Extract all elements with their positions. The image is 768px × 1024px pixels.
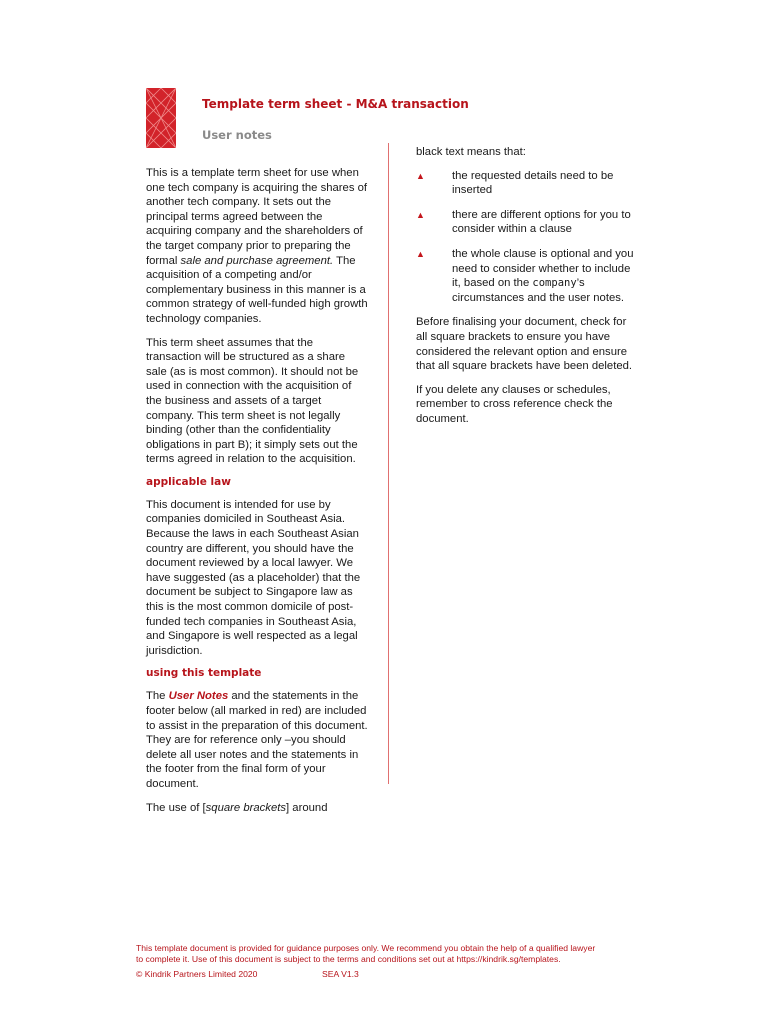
red-diamond-pattern-icon (146, 88, 176, 148)
intro-paragraph: This term sheet assumes that the transaction will be structured as a share sale (as is most common). It should not be used in connection with the acquisition of the business and assets of a target company. This term sheet is not legally binding (other than the confidentiality obligations in part B); it simply sets out the terms agreed in relation to the acquisition. (146, 336, 359, 466)
red-triangle-bullet-icon: ▲ (416, 248, 425, 259)
list-item (416, 169, 638, 198)
footer-copyright: © Kindrik Partners Limited 2020 (136, 969, 258, 979)
using-template-paragraph: The User Notes and the statements in the footer below (all marked in red) are included to assist in the preparation of this document. They are for reference only –you should delete all user notes and the statements in the footer from the final form of your document. (146, 690, 368, 790)
bullet-text: there are different options for you to consider within a clause (452, 208, 631, 236)
page-title: Template term sheet - M&A transaction (202, 97, 469, 111)
footer-disclaimer (136, 943, 656, 964)
list-item (416, 208, 638, 237)
footer-disclaimer-line: This template document is provided for guidance purposes only. We recommend you obtain the help of a qualified lawyer (136, 943, 596, 953)
right-column (416, 145, 638, 436)
column-divider (388, 143, 389, 784)
bullet-text: the requested details need to be inserted (452, 169, 614, 197)
cross-reference-paragraph: If you delete any clauses or schedules, remember to cross reference check the document. (416, 383, 613, 425)
bullet-text: the whole clause is optional and you need to consider whether to include it, based on the company’s circumstances and the user notes. (452, 247, 634, 304)
footer-version: SEA V1.3 (322, 969, 359, 979)
bullets-lead: black text means that: (416, 146, 526, 158)
footer-disclaimer-line: to complete it. Use of this document is subject to the terms and conditions set out at https://kindrik.sg/templates. (136, 953, 561, 964)
red-triangle-bullet-icon: ▲ (416, 170, 425, 181)
finalising-paragraph: Before finalising your document, check for all square brackets to ensure you have considered the relevant option and ensure that all square brackets have been deleted. (416, 316, 633, 373)
section-heading-using-template: using this template (146, 667, 262, 680)
section-subtitle: User notes (202, 128, 272, 142)
red-triangle-bullet-icon: ▲ (416, 209, 425, 220)
intro-paragraph: This is a template term sheet for use when one tech company is acquiring the shares of another tech company. It sets out the principal terms agreed between the acquiring company and the shareholders of the target company prior to preparing the formal sale and purchase agreement. The acquisition of a competing and/or complementary business in this manner is a common strategy of well-funded high growth technology companies. (146, 167, 368, 325)
left-column (146, 166, 368, 824)
using-template-paragraph: The use of [square brackets] around (146, 801, 328, 814)
list-item (416, 247, 638, 305)
bullet-list (416, 169, 638, 306)
applicable-law-paragraph: This document is intended for use by companies domiciled in Southeast Asia. Because the laws in each Southeast Asian country are different, you should have the document reviewed by a local lawyer. We have suggested (as a placeholder) that the document be subject to Singapore law as this is the most common domicile of post-funded tech companies in Southeast Asia, and Singapore is well respected as a legal jurisdiction. (146, 498, 361, 657)
section-heading-applicable-law: applicable law (146, 475, 231, 488)
